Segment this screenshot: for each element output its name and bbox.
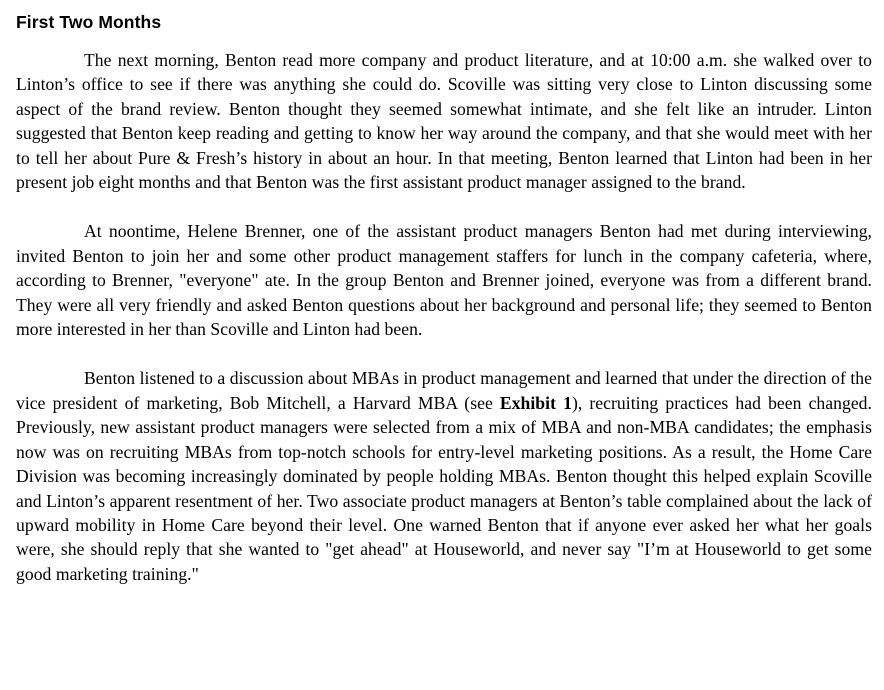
paragraph-3-text-before: Benton listened to a discussion about MBAs in product management and learned that under the direction of the vice president of marketing, Bob Mitchell, a Harvard MBA (see [16, 368, 872, 413]
paragraph-3 [16, 366, 872, 586]
section-heading: First Two Months [16, 12, 162, 32]
paragraph-3-text-after: ), recruiting practices had been changed. Previously, new assistant product managers were selected from a mix of MBA and non-MBA candidates; the emphasis now was on recruiting MBAs from top-notch schools for entry-level marketing positions. As a result, the Home Care Division was becoming increasingly dominated by people holding MBAs. Benton thought this helped explain Scoville and Linton’s apparent resentment of her. Two associate product managers at Benton’s table complained about the lack of upward mobility in Home Care beyond their level. One warned Benton that if anyone ever asked her what her goals were, she should reply that she wanted to "get ahead" at Houseworld, and never say "I’m at Houseworld to get some good marketing training." [16, 392, 872, 584]
paragraph-1: The next morning, Benton read more company and product literature, and at 10:00 a.m. she walked over to Linton’s office to see if there was anything she could do. Scoville was sitting very close to Linton discussing some aspect of the brand review. Benton thought they seemed somewhat intimate, and she felt like an intruder. Linton suggested that Benton keep reading and getting to know her way around the company, and that she would meet with her to tell her about Pure & Fresh’s history in about an hour. In that meeting, Benton learned that Linton had been in her present job eight months and that Benton was the first assistant product manager assigned to the brand. [16, 50, 872, 193]
document-page [16, 0, 872, 586]
exhibit-reference: Exhibit 1 [499, 392, 572, 413]
paragraph-2: At noontime, Helene Brenner, one of the assistant product managers Benton had met during interviewing, invited Benton to join her and some other product management staffers for lunch in the company cafeteria, where, according to Brenner, "everyone" ate. In the group Benton and Brenner joined, everyone was from a different brand. They were all very friendly and asked Benton questions about her background and personal life; they seemed to Benton more interested in her than Scoville and Linton had been. [16, 221, 872, 340]
